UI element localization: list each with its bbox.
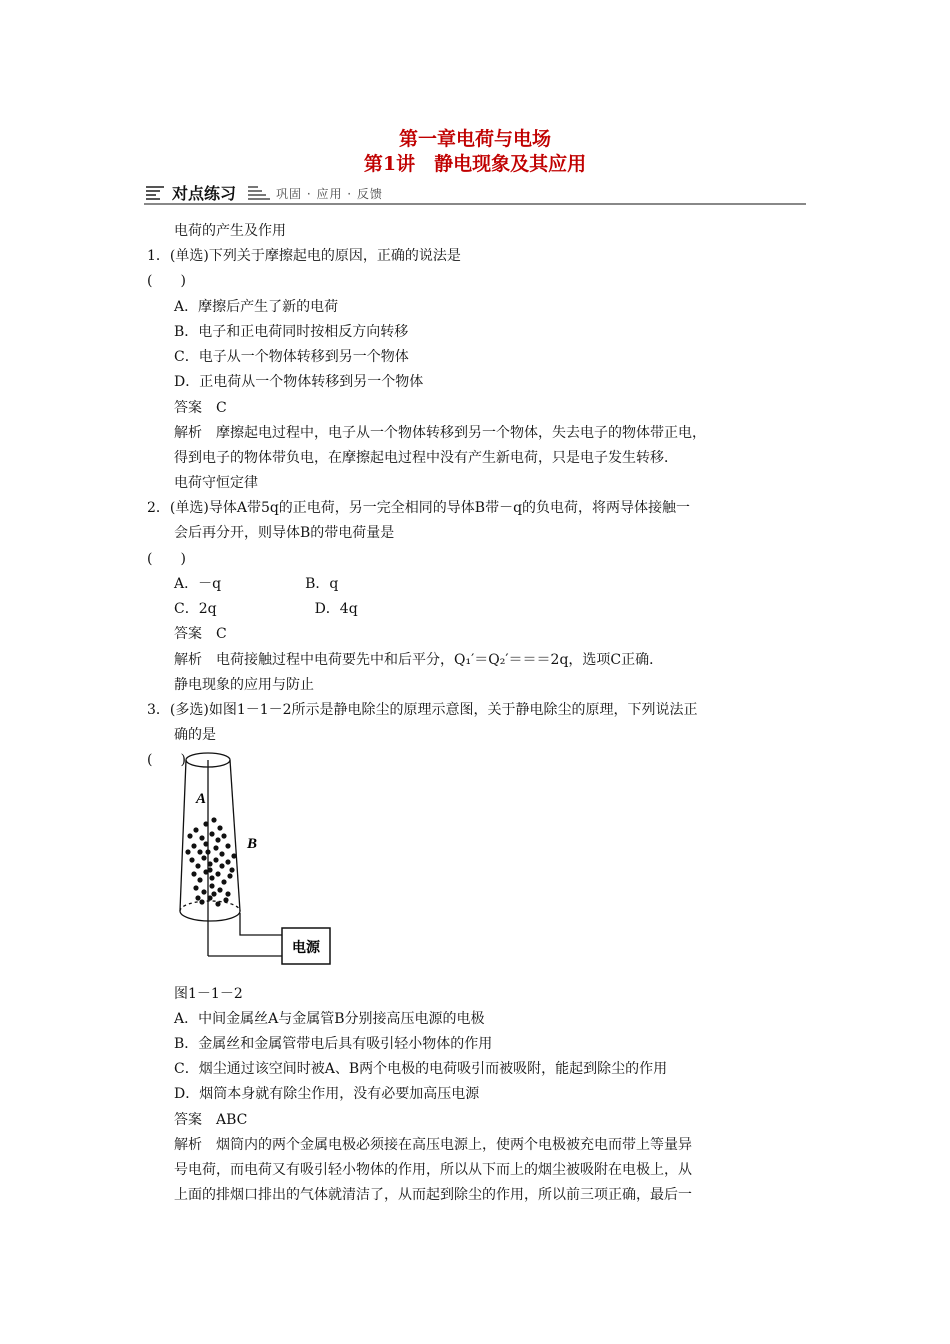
- section-header: [144, 180, 806, 208]
- text-line: 答案 C: [174, 626, 227, 642]
- section-rule: [144, 203, 806, 205]
- dust-particle: [213, 857, 218, 862]
- dust-particle: [223, 897, 228, 902]
- dust-particle: [201, 889, 206, 894]
- text-line: 答案 C: [174, 400, 227, 416]
- dust-particle: [207, 861, 212, 866]
- dust-particle: [225, 843, 230, 848]
- text-line: C．烟尘通过该空间时被A、B两个电极的电荷吸引而被吸附，能起到除尘的作用: [174, 1061, 668, 1077]
- dust-particle: [225, 891, 230, 896]
- text-line: 静电现象的应用与防止: [174, 677, 314, 693]
- dust-particle: [205, 849, 210, 854]
- dust-particle: [209, 875, 214, 880]
- dust-particle: [207, 895, 212, 900]
- dust-particle: [209, 831, 214, 836]
- text-line: A．中间金属丝A与金属管B分别接高压电源的电极: [174, 1011, 485, 1027]
- text-line: 确的是: [174, 727, 216, 743]
- text-line: 3．(多选)如图1－1－2所示是静电除尘的原理示意图，关于静电除尘的原理，下列说法正: [147, 702, 698, 718]
- text-line: ( ): [147, 752, 186, 768]
- tube-to-power: [240, 913, 282, 935]
- dust-particle: [217, 825, 222, 830]
- stripes-icon: [248, 186, 270, 202]
- section-subtitle: 巩固 · 应用 · 反馈: [276, 187, 383, 201]
- dust-particle: [199, 899, 204, 904]
- dust-particle: [207, 867, 212, 872]
- text-line: 电荷的产生及作用: [174, 223, 286, 239]
- dust-particle: [215, 837, 220, 842]
- electrostatic-precipitator-figure: [176, 748, 336, 973]
- dust-particle: [191, 871, 196, 876]
- dust-particle: [215, 901, 220, 906]
- section-label: 对点练习: [172, 184, 237, 203]
- dust-particle: [221, 879, 226, 884]
- text-line: A．摩擦后产生了新的电荷: [174, 299, 339, 315]
- dust-particle: [219, 863, 224, 868]
- dust-particle: [201, 855, 206, 860]
- dust-particle: [217, 887, 222, 892]
- dust-particle: [197, 877, 202, 882]
- text-line: B．金属丝和金属管带电后具有吸引轻小物体的作用: [174, 1036, 493, 1052]
- dust-particle: [211, 817, 216, 822]
- dust-particle: [193, 885, 198, 890]
- text-line: 解析 摩擦起电过程中，电子从一个物体转移到另一个物体，失去电子的物体带正电，: [174, 425, 706, 441]
- text-line: 得到电子的物体带负电，在摩擦起电过程中没有产生新电荷，只是电子发生转移．: [174, 450, 678, 466]
- dust-particle: [211, 891, 216, 896]
- dust-particle: [215, 871, 220, 876]
- label-a: A: [196, 791, 207, 807]
- dust-particle: [189, 857, 194, 862]
- label-b: B: [247, 836, 258, 852]
- text-line: 上面的排烟口排出的气体就清洁了，从而起到除尘的作用，所以前三项正确，最后一: [174, 1187, 692, 1203]
- dust-particles: [185, 817, 236, 906]
- dust-particle: [191, 843, 196, 848]
- dust-particle: [203, 821, 208, 826]
- text-line: D．正电荷从一个物体转移到另一个物体: [174, 374, 424, 390]
- dust-particle: [187, 833, 192, 838]
- text-line: 会后再分开，则导体B的带电荷量是: [174, 525, 395, 541]
- dust-particle: [197, 849, 202, 854]
- text-line: 2．(单选)导体A带5q的正电荷，另一完全相同的导体B带－q的负电荷，将两导体接触一: [147, 500, 691, 516]
- text-line: 电荷守恒定律: [174, 475, 258, 491]
- dust-particle: [221, 833, 226, 838]
- text-line: D．烟筒本身就有除尘作用，没有必要加高压电源: [174, 1086, 480, 1102]
- text-line: 图1－1－2: [174, 986, 243, 1002]
- lesson-title: 第1讲 静电现象及其应用: [363, 153, 587, 175]
- dust-particle: [209, 883, 214, 888]
- text-line: C．电子从一个物体转移到另一个物体: [174, 349, 409, 365]
- text-line: ( ): [147, 551, 186, 567]
- dust-particle: [193, 827, 198, 832]
- dust-particle: [213, 845, 218, 850]
- dust-particle: [203, 841, 208, 846]
- dust-particle: [227, 873, 232, 878]
- dust-particle: [229, 867, 234, 872]
- dust-particle: [195, 863, 200, 868]
- text-line: 答案 ABC: [174, 1112, 248, 1128]
- dust-particle: [195, 895, 200, 900]
- text-line: 1．(单选)下列关于摩擦起电的原因，正确的说法是: [147, 248, 461, 264]
- dust-particle: [199, 835, 204, 840]
- chapter-title: 第一章电荷与电场: [398, 128, 551, 150]
- dust-particle: [185, 849, 190, 854]
- text-line: 解析 烟筒内的两个金属电极必须接在高压电源上，使两个电极被充电而带上等量异: [174, 1137, 692, 1153]
- text-line: B．电子和正电荷同时按相反方向转移: [174, 324, 409, 340]
- dust-particle: [225, 859, 230, 864]
- power-supply-label: 电源: [292, 940, 320, 956]
- dust-particle: [231, 853, 236, 858]
- dust-particle: [219, 851, 224, 856]
- text-line: 号电荷，而电荷又有吸引轻小物体的作用，所以从下而上的烟尘被吸附在电极上，从: [174, 1162, 692, 1178]
- text-line: C．2q D．4q: [174, 601, 358, 617]
- stripes-icon: [146, 186, 164, 202]
- text-line: A．－q B．q: [174, 576, 339, 592]
- text-line: ( ): [147, 273, 186, 289]
- text-line: 解析 电荷接触过程中电荷要先中和后平分，Q₁′＝Q₂′＝＝＝2q，选项C正确．: [174, 652, 664, 668]
